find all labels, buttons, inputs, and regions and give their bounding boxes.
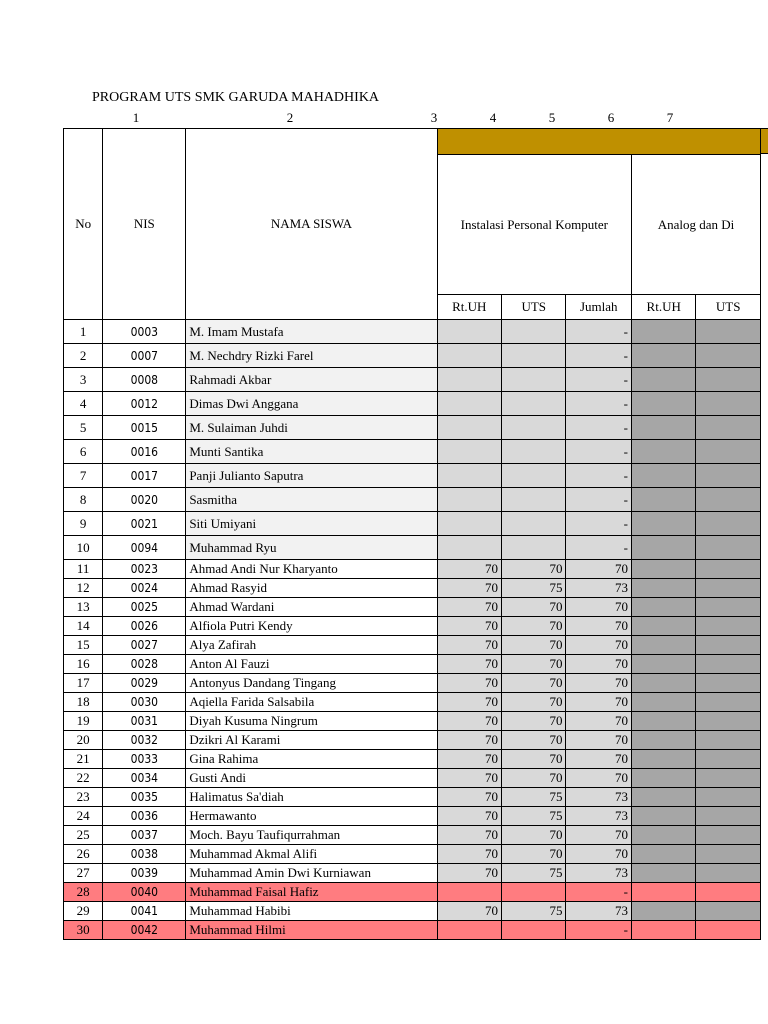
column-number-6: 6 bbox=[607, 110, 615, 125]
table-row bbox=[64, 731, 761, 750]
jumlah-cell[interactable]: 73 bbox=[566, 864, 632, 883]
uts-cell-2[interactable] bbox=[696, 560, 761, 579]
rtuh-cell-2[interactable] bbox=[631, 788, 695, 807]
nis-cell[interactable]: 0021 bbox=[103, 512, 186, 536]
uts-cell[interactable]: 70 bbox=[502, 693, 566, 712]
uts-cell[interactable]: 70 bbox=[502, 826, 566, 845]
jumlah-cell[interactable]: - bbox=[566, 368, 632, 392]
table-row bbox=[64, 636, 761, 655]
nis-cell[interactable]: 0037 bbox=[103, 826, 186, 845]
nis-cell[interactable]: 0027 bbox=[103, 636, 186, 655]
nis-cell[interactable]: 0031 bbox=[103, 712, 186, 731]
nis-cell[interactable]: 0094 bbox=[103, 536, 186, 560]
rtuh-cell-2[interactable] bbox=[631, 598, 695, 617]
table-row bbox=[64, 392, 761, 416]
student-name[interactable]: Gina Rahima bbox=[186, 750, 437, 769]
table-row bbox=[64, 488, 761, 512]
uts-cell-2[interactable] bbox=[696, 617, 761, 636]
jumlah-cell[interactable]: - bbox=[566, 392, 632, 416]
uts-cell-2[interactable] bbox=[696, 598, 761, 617]
uts-cell-2[interactable] bbox=[696, 883, 761, 902]
jumlah-cell[interactable]: 73 bbox=[566, 579, 632, 598]
rtuh-cell[interactable]: 70 bbox=[437, 560, 501, 579]
rtuh-cell[interactable] bbox=[437, 344, 501, 368]
rtuh-cell[interactable] bbox=[437, 536, 501, 560]
rtuh-cell[interactable]: 70 bbox=[437, 636, 501, 655]
rtuh-cell-2[interactable] bbox=[631, 344, 695, 368]
jumlah-cell[interactable]: 70 bbox=[566, 693, 632, 712]
nis-cell[interactable]: 0029 bbox=[103, 674, 186, 693]
table-row bbox=[64, 464, 761, 488]
row-number[interactable]: 16 bbox=[64, 655, 103, 674]
uts-cell[interactable] bbox=[502, 416, 566, 440]
rtuh-cell-2[interactable] bbox=[631, 902, 695, 921]
nis-cell[interactable]: 0039 bbox=[103, 864, 186, 883]
rtuh-cell-2[interactable] bbox=[631, 750, 695, 769]
rtuh-cell[interactable]: 70 bbox=[437, 750, 501, 769]
uts-cell-2[interactable] bbox=[696, 512, 761, 536]
nis-cell[interactable]: 0012 bbox=[103, 392, 186, 416]
row-number[interactable]: 23 bbox=[64, 788, 103, 807]
table-row bbox=[64, 883, 761, 902]
student-name[interactable]: M. Imam Mustafa bbox=[186, 320, 437, 344]
rtuh-cell[interactable] bbox=[437, 392, 501, 416]
rtuh-cell[interactable]: 70 bbox=[437, 674, 501, 693]
rtuh-cell-2[interactable] bbox=[631, 693, 695, 712]
uts-cell-2[interactable] bbox=[696, 655, 761, 674]
row-number[interactable]: 25 bbox=[64, 826, 103, 845]
uts-cell-2[interactable] bbox=[696, 392, 761, 416]
rtuh-cell[interactable]: 70 bbox=[437, 902, 501, 921]
column-number-5: 5 bbox=[548, 110, 556, 125]
uts-cell-2[interactable] bbox=[696, 579, 761, 598]
uts-cell[interactable] bbox=[502, 883, 566, 902]
rtuh-cell-2[interactable] bbox=[631, 807, 695, 826]
table-row bbox=[64, 536, 761, 560]
table-row bbox=[64, 826, 761, 845]
rtuh-cell[interactable]: 70 bbox=[437, 826, 501, 845]
column-number-3: 3 bbox=[430, 110, 438, 125]
uts-cell-2[interactable] bbox=[696, 636, 761, 655]
row-number[interactable]: 21 bbox=[64, 750, 103, 769]
nis-cell[interactable]: 0034 bbox=[103, 769, 186, 788]
jumlah-cell[interactable]: 70 bbox=[566, 560, 632, 579]
nis-cell[interactable]: 0007 bbox=[103, 344, 186, 368]
uts-cell-2[interactable] bbox=[696, 416, 761, 440]
jumlah-cell[interactable]: - bbox=[566, 440, 632, 464]
nis-cell[interactable]: 0003 bbox=[103, 320, 186, 344]
rtuh-cell-2[interactable] bbox=[631, 464, 695, 488]
student-name[interactable]: Muhammad Akmal Alifi bbox=[186, 845, 437, 864]
table-row bbox=[64, 674, 761, 693]
student-name[interactable]: Muhammad Amin Dwi Kurniawan bbox=[186, 864, 437, 883]
uts-cell[interactable]: 75 bbox=[502, 864, 566, 883]
nis-cell[interactable]: 0042 bbox=[103, 921, 186, 940]
nis-cell[interactable]: 0040 bbox=[103, 883, 186, 902]
table-row bbox=[64, 655, 761, 674]
jumlah-cell[interactable]: 70 bbox=[566, 674, 632, 693]
rtuh-cell[interactable] bbox=[437, 464, 501, 488]
table-row bbox=[64, 845, 761, 864]
uts-cell[interactable] bbox=[502, 488, 566, 512]
rtuh-cell[interactable]: 70 bbox=[437, 864, 501, 883]
column-number-7: 7 bbox=[666, 110, 674, 125]
rtuh-cell-2[interactable] bbox=[631, 883, 695, 902]
jumlah-cell[interactable]: 73 bbox=[566, 902, 632, 921]
student-name[interactable]: Diyah Kusuma Ningrum bbox=[186, 712, 437, 731]
uts-cell-2[interactable] bbox=[696, 344, 761, 368]
jumlah-cell[interactable]: 70 bbox=[566, 769, 632, 788]
student-name[interactable]: M. Nechdry Rizki Farel bbox=[186, 344, 437, 368]
uts-cell[interactable] bbox=[502, 512, 566, 536]
uts-cell-2[interactable] bbox=[696, 712, 761, 731]
row-number[interactable]: 28 bbox=[64, 883, 103, 902]
table-row bbox=[64, 807, 761, 826]
uts-cell-2[interactable] bbox=[696, 488, 761, 512]
table-row bbox=[64, 788, 761, 807]
rtuh-cell[interactable]: 70 bbox=[437, 655, 501, 674]
table-row bbox=[64, 579, 761, 598]
rtuh-cell[interactable]: 70 bbox=[437, 712, 501, 731]
column-number-2: 2 bbox=[286, 110, 294, 125]
jumlah-cell[interactable]: 70 bbox=[566, 750, 632, 769]
jumlah-cell[interactable]: 70 bbox=[566, 636, 632, 655]
uts-cell-2[interactable] bbox=[696, 845, 761, 864]
row-number[interactable]: 1 bbox=[64, 320, 103, 344]
nis-cell[interactable]: 0038 bbox=[103, 845, 186, 864]
column-number-4: 4 bbox=[489, 110, 497, 125]
jumlah-cell[interactable]: 70 bbox=[566, 598, 632, 617]
rtuh-cell-2[interactable] bbox=[631, 536, 695, 560]
student-name[interactable]: Ahmad Andi Nur Kharyanto bbox=[186, 560, 437, 579]
uts-cell[interactable]: 75 bbox=[502, 788, 566, 807]
jumlah-cell[interactable]: - bbox=[566, 512, 632, 536]
rtuh-cell[interactable] bbox=[437, 440, 501, 464]
uts-cell[interactable] bbox=[502, 344, 566, 368]
jumlah-cell[interactable]: 73 bbox=[566, 788, 632, 807]
header-nama-siswa[interactable]: NAMA SISWA bbox=[186, 129, 437, 320]
rtuh-cell-2[interactable] bbox=[631, 731, 695, 750]
uts-cell-2[interactable] bbox=[696, 536, 761, 560]
student-name[interactable]: Panji Julianto Saputra bbox=[186, 464, 437, 488]
uts-cell-2[interactable] bbox=[696, 902, 761, 921]
row-number[interactable]: 11 bbox=[64, 560, 103, 579]
rtuh-cell[interactable]: 70 bbox=[437, 845, 501, 864]
table-row bbox=[64, 368, 761, 392]
rtuh-cell[interactable]: 70 bbox=[437, 617, 501, 636]
row-number[interactable]: 18 bbox=[64, 693, 103, 712]
table-row bbox=[64, 769, 761, 788]
student-name[interactable]: Sasmitha bbox=[186, 488, 437, 512]
header-rtuh[interactable]: Rt.UH bbox=[437, 295, 501, 320]
student-name[interactable]: Ahmad Wardani bbox=[186, 598, 437, 617]
grade-table bbox=[63, 128, 761, 940]
row-number[interactable]: 9 bbox=[64, 512, 103, 536]
header-subject-instalasi[interactable]: Instalasi Personal Komputer bbox=[437, 155, 631, 295]
rtuh-cell-2[interactable] bbox=[631, 512, 695, 536]
jumlah-cell[interactable]: 70 bbox=[566, 617, 632, 636]
row-number[interactable]: 26 bbox=[64, 845, 103, 864]
student-name[interactable]: Muhammad Ryu bbox=[186, 536, 437, 560]
student-name[interactable]: Muhammad Habibi bbox=[186, 902, 437, 921]
jumlah-cell[interactable]: - bbox=[566, 416, 632, 440]
table-row bbox=[64, 921, 761, 940]
uts-cell[interactable]: 70 bbox=[502, 617, 566, 636]
rtuh-cell[interactable]: 70 bbox=[437, 807, 501, 826]
student-name[interactable]: Dimas Dwi Anggana bbox=[186, 392, 437, 416]
rtuh-cell[interactable] bbox=[437, 512, 501, 536]
rtuh-cell[interactable] bbox=[437, 883, 501, 902]
uts-cell-2[interactable] bbox=[696, 921, 761, 940]
row-number[interactable]: 2 bbox=[64, 344, 103, 368]
uts-cell[interactable]: 70 bbox=[502, 655, 566, 674]
table-row bbox=[64, 440, 761, 464]
grade-sheet bbox=[63, 128, 768, 950]
row-number[interactable]: 8 bbox=[64, 488, 103, 512]
table-row bbox=[64, 902, 761, 921]
student-name[interactable]: Anton Al Fauzi bbox=[186, 655, 437, 674]
rtuh-cell[interactable]: 70 bbox=[437, 579, 501, 598]
uts-cell[interactable]: 70 bbox=[502, 598, 566, 617]
row-number[interactable]: 6 bbox=[64, 440, 103, 464]
student-name[interactable]: Siti Umiyani bbox=[186, 512, 437, 536]
rtuh-cell-2[interactable] bbox=[631, 368, 695, 392]
table-row bbox=[64, 617, 761, 636]
jumlah-cell[interactable]: - bbox=[566, 344, 632, 368]
uts-cell[interactable]: 75 bbox=[502, 807, 566, 826]
nis-cell[interactable]: 0015 bbox=[103, 416, 186, 440]
nis-cell[interactable]: 0024 bbox=[103, 579, 186, 598]
row-number[interactable]: 12 bbox=[64, 579, 103, 598]
header-jumlah[interactable]: Jumlah bbox=[566, 295, 632, 320]
rtuh-cell-2[interactable] bbox=[631, 488, 695, 512]
rtuh-cell-2[interactable] bbox=[631, 769, 695, 788]
uts-cell-2[interactable] bbox=[696, 368, 761, 392]
table-row bbox=[64, 750, 761, 769]
table-row bbox=[64, 712, 761, 731]
rtuh-cell-2[interactable] bbox=[631, 674, 695, 693]
uts-cell[interactable] bbox=[502, 536, 566, 560]
uts-cell-2[interactable] bbox=[696, 693, 761, 712]
student-name[interactable]: Alya Zafirah bbox=[186, 636, 437, 655]
table-row bbox=[64, 864, 761, 883]
nis-cell[interactable]: 0028 bbox=[103, 655, 186, 674]
uts-cell[interactable] bbox=[502, 368, 566, 392]
nis-cell[interactable]: 0035 bbox=[103, 788, 186, 807]
row-number[interactable]: 24 bbox=[64, 807, 103, 826]
header-no[interactable]: No bbox=[64, 129, 103, 320]
rtuh-cell-2[interactable] bbox=[631, 826, 695, 845]
nis-cell[interactable]: 0033 bbox=[103, 750, 186, 769]
rtuh-cell[interactable] bbox=[437, 416, 501, 440]
jumlah-cell[interactable]: - bbox=[566, 536, 632, 560]
row-number[interactable]: 19 bbox=[64, 712, 103, 731]
jumlah-cell[interactable]: 70 bbox=[566, 655, 632, 674]
jumlah-cell[interactable]: - bbox=[566, 320, 632, 344]
uts-cell[interactable]: 75 bbox=[502, 579, 566, 598]
row-number[interactable]: 30 bbox=[64, 921, 103, 940]
uts-cell-2[interactable] bbox=[696, 750, 761, 769]
rtuh-cell-2[interactable] bbox=[631, 845, 695, 864]
row-number[interactable]: 13 bbox=[64, 598, 103, 617]
row-number[interactable]: 15 bbox=[64, 636, 103, 655]
uts-cell-2[interactable] bbox=[696, 826, 761, 845]
student-name[interactable]: Halimatus Sa'diah bbox=[186, 788, 437, 807]
row-number[interactable]: 17 bbox=[64, 674, 103, 693]
rtuh-cell-2[interactable] bbox=[631, 440, 695, 464]
nis-cell[interactable]: 0030 bbox=[103, 693, 186, 712]
student-name[interactable]: Ahmad Rasyid bbox=[186, 579, 437, 598]
uts-cell[interactable]: 70 bbox=[502, 636, 566, 655]
header-band bbox=[437, 129, 760, 155]
nis-cell[interactable]: 0025 bbox=[103, 598, 186, 617]
nis-cell[interactable]: 0023 bbox=[103, 560, 186, 579]
nis-cell[interactable]: 0041 bbox=[103, 902, 186, 921]
student-name[interactable]: M. Sulaiman Juhdi bbox=[186, 416, 437, 440]
uts-cell[interactable]: 70 bbox=[502, 769, 566, 788]
nis-cell[interactable]: 0036 bbox=[103, 807, 186, 826]
rtuh-cell-2[interactable] bbox=[631, 579, 695, 598]
row-number[interactable]: 10 bbox=[64, 536, 103, 560]
rtuh-cell-2[interactable] bbox=[631, 921, 695, 940]
row-number[interactable]: 22 bbox=[64, 769, 103, 788]
uts-cell[interactable]: 70 bbox=[502, 750, 566, 769]
student-name[interactable]: Gusti Andi bbox=[186, 769, 437, 788]
jumlah-cell[interactable]: 70 bbox=[566, 826, 632, 845]
rtuh-cell[interactable]: 70 bbox=[437, 693, 501, 712]
uts-cell-2[interactable] bbox=[696, 864, 761, 883]
rtuh-cell-2[interactable] bbox=[631, 655, 695, 674]
uts-cell-2[interactable] bbox=[696, 464, 761, 488]
table-row bbox=[64, 598, 761, 617]
uts-cell[interactable] bbox=[502, 464, 566, 488]
jumlah-cell[interactable]: 70 bbox=[566, 712, 632, 731]
uts-cell[interactable]: 70 bbox=[502, 674, 566, 693]
rtuh-cell[interactable]: 70 bbox=[437, 598, 501, 617]
jumlah-cell[interactable]: - bbox=[566, 464, 632, 488]
table-row bbox=[64, 320, 761, 344]
uts-cell[interactable] bbox=[502, 320, 566, 344]
uts-cell[interactable]: 70 bbox=[502, 845, 566, 864]
uts-cell-2[interactable] bbox=[696, 731, 761, 750]
student-name[interactable]: Munti Santika bbox=[186, 440, 437, 464]
uts-cell[interactable]: 70 bbox=[502, 560, 566, 579]
rtuh-cell-2[interactable] bbox=[631, 636, 695, 655]
rtuh-cell-2[interactable] bbox=[631, 560, 695, 579]
table-row bbox=[64, 560, 761, 579]
nis-cell[interactable]: 0026 bbox=[103, 617, 186, 636]
uts-cell[interactable] bbox=[502, 440, 566, 464]
uts-cell-2[interactable] bbox=[696, 320, 761, 344]
row-number[interactable]: 29 bbox=[64, 902, 103, 921]
row-number[interactable]: 3 bbox=[64, 368, 103, 392]
header-uts[interactable]: UTS bbox=[502, 295, 566, 320]
rtuh-cell[interactable] bbox=[437, 488, 501, 512]
rtuh-cell-2[interactable] bbox=[631, 320, 695, 344]
rtuh-cell[interactable]: 70 bbox=[437, 769, 501, 788]
uts-cell-2[interactable] bbox=[696, 769, 761, 788]
rtuh-cell[interactable] bbox=[437, 320, 501, 344]
nis-cell[interactable]: 0008 bbox=[103, 368, 186, 392]
sheet-title: PROGRAM UTS SMK GARUDA MAHADHIKA bbox=[92, 90, 380, 105]
jumlah-cell[interactable]: 73 bbox=[566, 807, 632, 826]
row-number[interactable]: 7 bbox=[64, 464, 103, 488]
rtuh-cell-2[interactable] bbox=[631, 712, 695, 731]
table-row bbox=[64, 512, 761, 536]
nis-cell[interactable]: 0032 bbox=[103, 731, 186, 750]
rtuh-cell-2[interactable] bbox=[631, 864, 695, 883]
table-row bbox=[64, 693, 761, 712]
student-name[interactable]: Muhammad Faisal Hafiz bbox=[186, 883, 437, 902]
uts-cell[interactable]: 70 bbox=[502, 731, 566, 750]
uts-cell[interactable] bbox=[502, 921, 566, 940]
rtuh-cell[interactable]: 70 bbox=[437, 788, 501, 807]
jumlah-cell[interactable]: 70 bbox=[566, 731, 632, 750]
student-name[interactable]: Dzikri Al Karami bbox=[186, 731, 437, 750]
uts-cell[interactable]: 75 bbox=[502, 902, 566, 921]
uts-cell-2[interactable] bbox=[696, 674, 761, 693]
rtuh-cell[interactable] bbox=[437, 921, 501, 940]
jumlah-cell[interactable]: - bbox=[566, 488, 632, 512]
student-name[interactable]: Aqiella Farida Salsabila bbox=[186, 693, 437, 712]
jumlah-cell[interactable]: - bbox=[566, 883, 632, 902]
column-number-1: 1 bbox=[132, 110, 140, 125]
header-rtuh-2[interactable]: Rt.UH bbox=[631, 295, 695, 320]
student-name[interactable]: Rahmadi Akbar bbox=[186, 368, 437, 392]
student-name[interactable]: Muhammad Hilmi bbox=[186, 921, 437, 940]
uts-cell[interactable] bbox=[502, 392, 566, 416]
table-row bbox=[64, 344, 761, 368]
table-row bbox=[64, 416, 761, 440]
jumlah-cell[interactable]: 70 bbox=[566, 845, 632, 864]
rtuh-cell[interactable]: 70 bbox=[437, 731, 501, 750]
student-name[interactable]: Antonyus Dandang Tingang bbox=[186, 674, 437, 693]
row-number[interactable]: 14 bbox=[64, 617, 103, 636]
uts-cell-2[interactable] bbox=[696, 807, 761, 826]
student-name[interactable]: Hermawanto bbox=[186, 807, 437, 826]
jumlah-cell[interactable]: - bbox=[566, 921, 632, 940]
rtuh-cell[interactable] bbox=[437, 368, 501, 392]
header-subject-analog[interactable]: Analog dan Di bbox=[631, 155, 760, 295]
uts-cell[interactable]: 70 bbox=[502, 712, 566, 731]
nis-cell[interactable]: 0016 bbox=[103, 440, 186, 464]
nis-cell[interactable]: 0017 bbox=[103, 464, 186, 488]
uts-cell-2[interactable] bbox=[696, 440, 761, 464]
rtuh-cell-2[interactable] bbox=[631, 392, 695, 416]
row-number[interactable]: 27 bbox=[64, 864, 103, 883]
rtuh-cell-2[interactable] bbox=[631, 617, 695, 636]
uts-cell-2[interactable] bbox=[696, 788, 761, 807]
row-number[interactable]: 4 bbox=[64, 392, 103, 416]
row-number[interactable]: 5 bbox=[64, 416, 103, 440]
row-number[interactable]: 20 bbox=[64, 731, 103, 750]
student-name[interactable]: Moch. Bayu Taufiqurrahman bbox=[186, 826, 437, 845]
student-name[interactable]: Alfiola Putri Kendy bbox=[186, 617, 437, 636]
rtuh-cell-2[interactable] bbox=[631, 416, 695, 440]
header-uts-2[interactable]: UTS bbox=[696, 295, 761, 320]
header-nis[interactable]: NIS bbox=[103, 129, 186, 320]
nis-cell[interactable]: 0020 bbox=[103, 488, 186, 512]
